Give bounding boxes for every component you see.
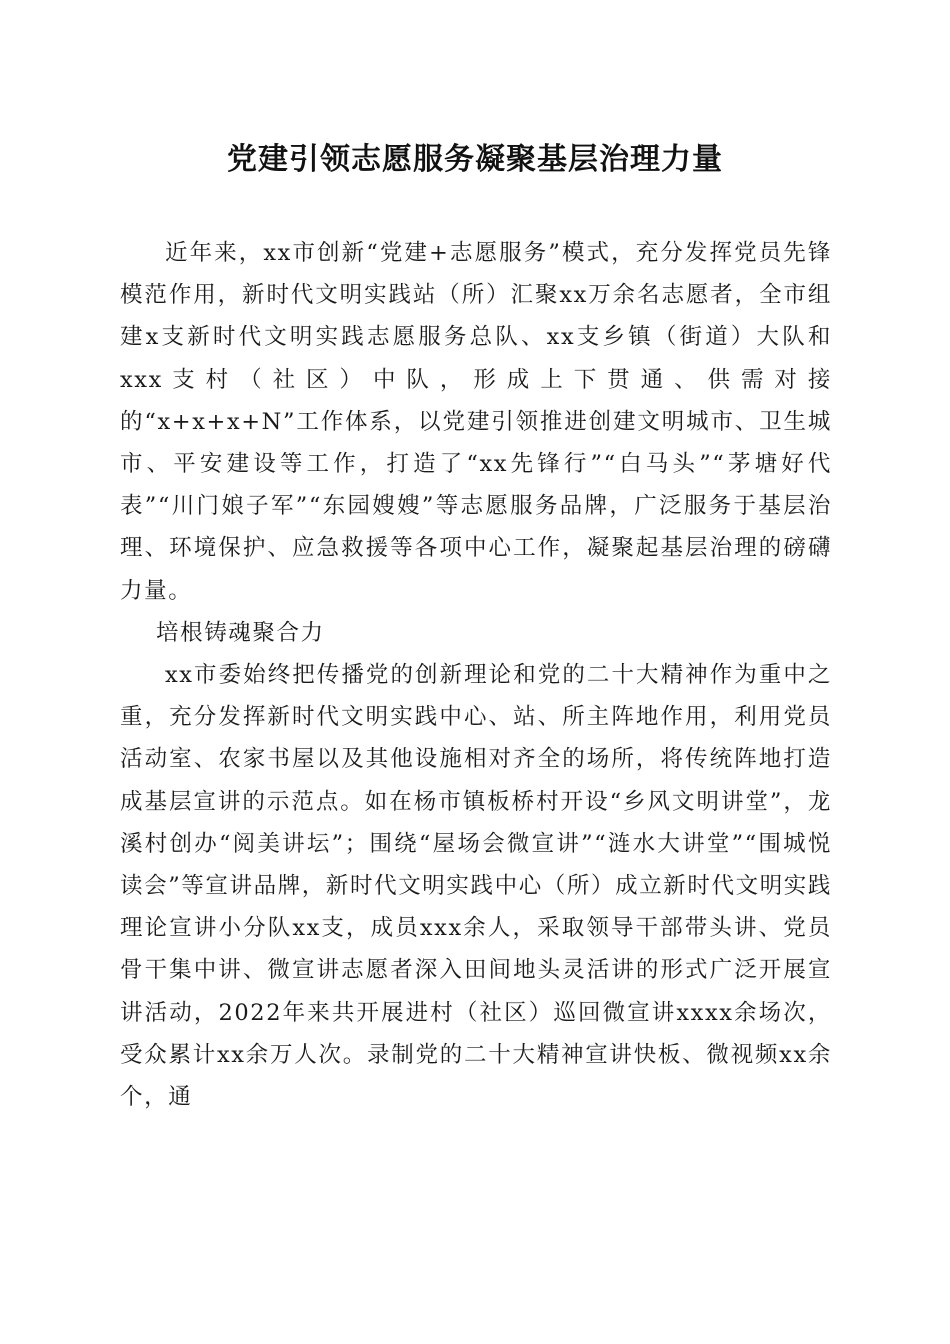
paragraph-section-1: xx市委始终把传播党的创新理论和党的二十大精神作为重中之重，充分发挥新时代文明实践中心、站、所主阵地作用，利用党员活动室、农家书屋以及其他设施相对齐全的场所，将传统阵地打造成基层宣讲的示范点。如在杨市镇板桥村开设“乡风文明讲堂”，龙溪村创办“阅美讲坛”；围绕“屋场会微宣讲”“涟水大讲堂”“围城悦读会”等宣讲品牌，新时代文明实践中心（所）成立新时代文明实践理论宣讲小分队xx支，成员xxx余人，采取领导干部带头讲、党员骨干集中讲、微宣讲志愿者深入田间地头灵活讲的形式广泛开展宣讲活动，2022年来共开展进村（社区）巡回微宣讲xxxx余场次，受众累计xx余万人次。录制党的二十大精神宣讲快板、微视频xx余个，通 [120,662,833,1111]
paragraph-intro: 近年来，xx市创新“党建+志愿服务”模式，充分发挥党员先锋模范作用，新时代文明实践站（所）汇聚xx万余名志愿者，全市组建x支新时代文明实践志愿服务总队、xx支乡镇（街道）大队和xxx支村（社区）中队，形成上下贯通、供需对接的“x+x+x+N”工作体系，以党建引领推进创建文明城市、卫生城市、平安建设等工作，打造了“xx先锋行”“白马头”“茅塘好代表”“川门娘子军”“东园嫂嫂”等志愿服务品牌，广泛服务于基层治理、环境保护、应急救援等各项中心工作，凝聚起基层治理的磅礴力量。 [120,240,832,604]
document-title: 党建引领志愿服务凝聚基层治理力量 [227,142,723,177]
section-heading: 培根铸魂聚合力 [156,619,325,646]
document-body [120,232,832,1118]
